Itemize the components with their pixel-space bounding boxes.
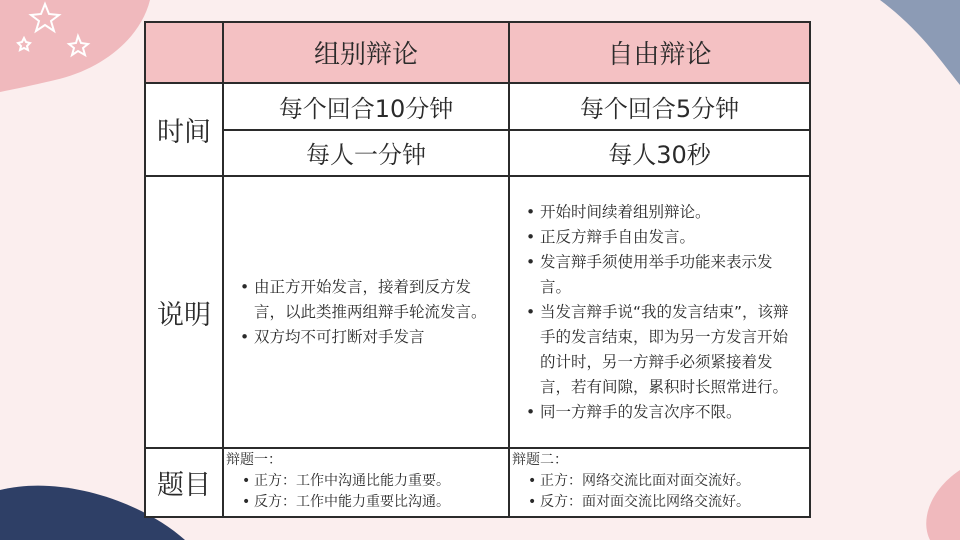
header-empty-cell (145, 22, 223, 83)
list-item: • 反方：面对面交流比网络交流好。 (526, 492, 809, 513)
topic-one-list (226, 471, 508, 513)
group-explain-cell (223, 176, 509, 448)
list-item: • 由正方开始发言，接着到反方发言，以此类推两组辩手轮流发言。 (238, 275, 498, 325)
list-item: • 发言辩手须使用举手功能来表示发言。 (524, 250, 799, 300)
free-explain-cell (509, 176, 810, 448)
header-row (145, 22, 810, 83)
time-row-2 (145, 130, 810, 177)
list-item: • 正反方辩手自由发言。 (524, 225, 799, 250)
list-item: • 反方：工作中能力重要比沟通。 (240, 492, 508, 513)
topic-one-heading: 辩题一： (226, 452, 282, 469)
group-explain-list (224, 275, 508, 350)
topic-two-cell (509, 448, 810, 517)
free-explain-list (510, 200, 809, 425)
free-person-time: 每人30秒 (509, 130, 810, 177)
explain-label: 说明 (145, 176, 223, 448)
group-person-time: 每人一分钟 (223, 130, 509, 177)
header-free-debate: 自由辩论 (509, 22, 810, 83)
topic-two-list (512, 471, 809, 513)
list-item: • 开始时间续着组别辩论。 (524, 200, 799, 225)
topic-one-cell (223, 448, 509, 517)
list-item: • 同一方辩手的发言次序不限。 (524, 400, 799, 425)
list-item: • 双方均不可打断对手发言 (238, 325, 498, 350)
decorative-blob-bottom-right (900, 470, 960, 540)
topic-label: 题目 (145, 448, 223, 517)
list-item: • 当发言辩手说“我的发言结束”，该辩手的发言结束，即为另一方发言开始的计时，另一方辩手必须紧接着发言，若有间隙，累积时长照常进行。 (524, 300, 799, 400)
free-round-time: 每个回合5分钟 (509, 83, 810, 130)
decorative-blob-top-left (0, 0, 160, 100)
time-label: 时间 (145, 83, 223, 176)
debate-rules-table (144, 21, 811, 518)
topic-two-heading: 辩题二： (512, 452, 568, 469)
header-group-debate: 组别辩论 (223, 22, 509, 83)
decorative-blob-top-right (840, 0, 960, 90)
group-round-time: 每个回合10分钟 (223, 83, 509, 130)
list-item: • 正方：网络交流比面对面交流好。 (526, 471, 809, 492)
list-item: • 正方：工作中沟通比能力重要。 (240, 471, 508, 492)
time-row-1 (145, 83, 810, 130)
topic-row (145, 448, 810, 517)
explain-row (145, 176, 810, 448)
